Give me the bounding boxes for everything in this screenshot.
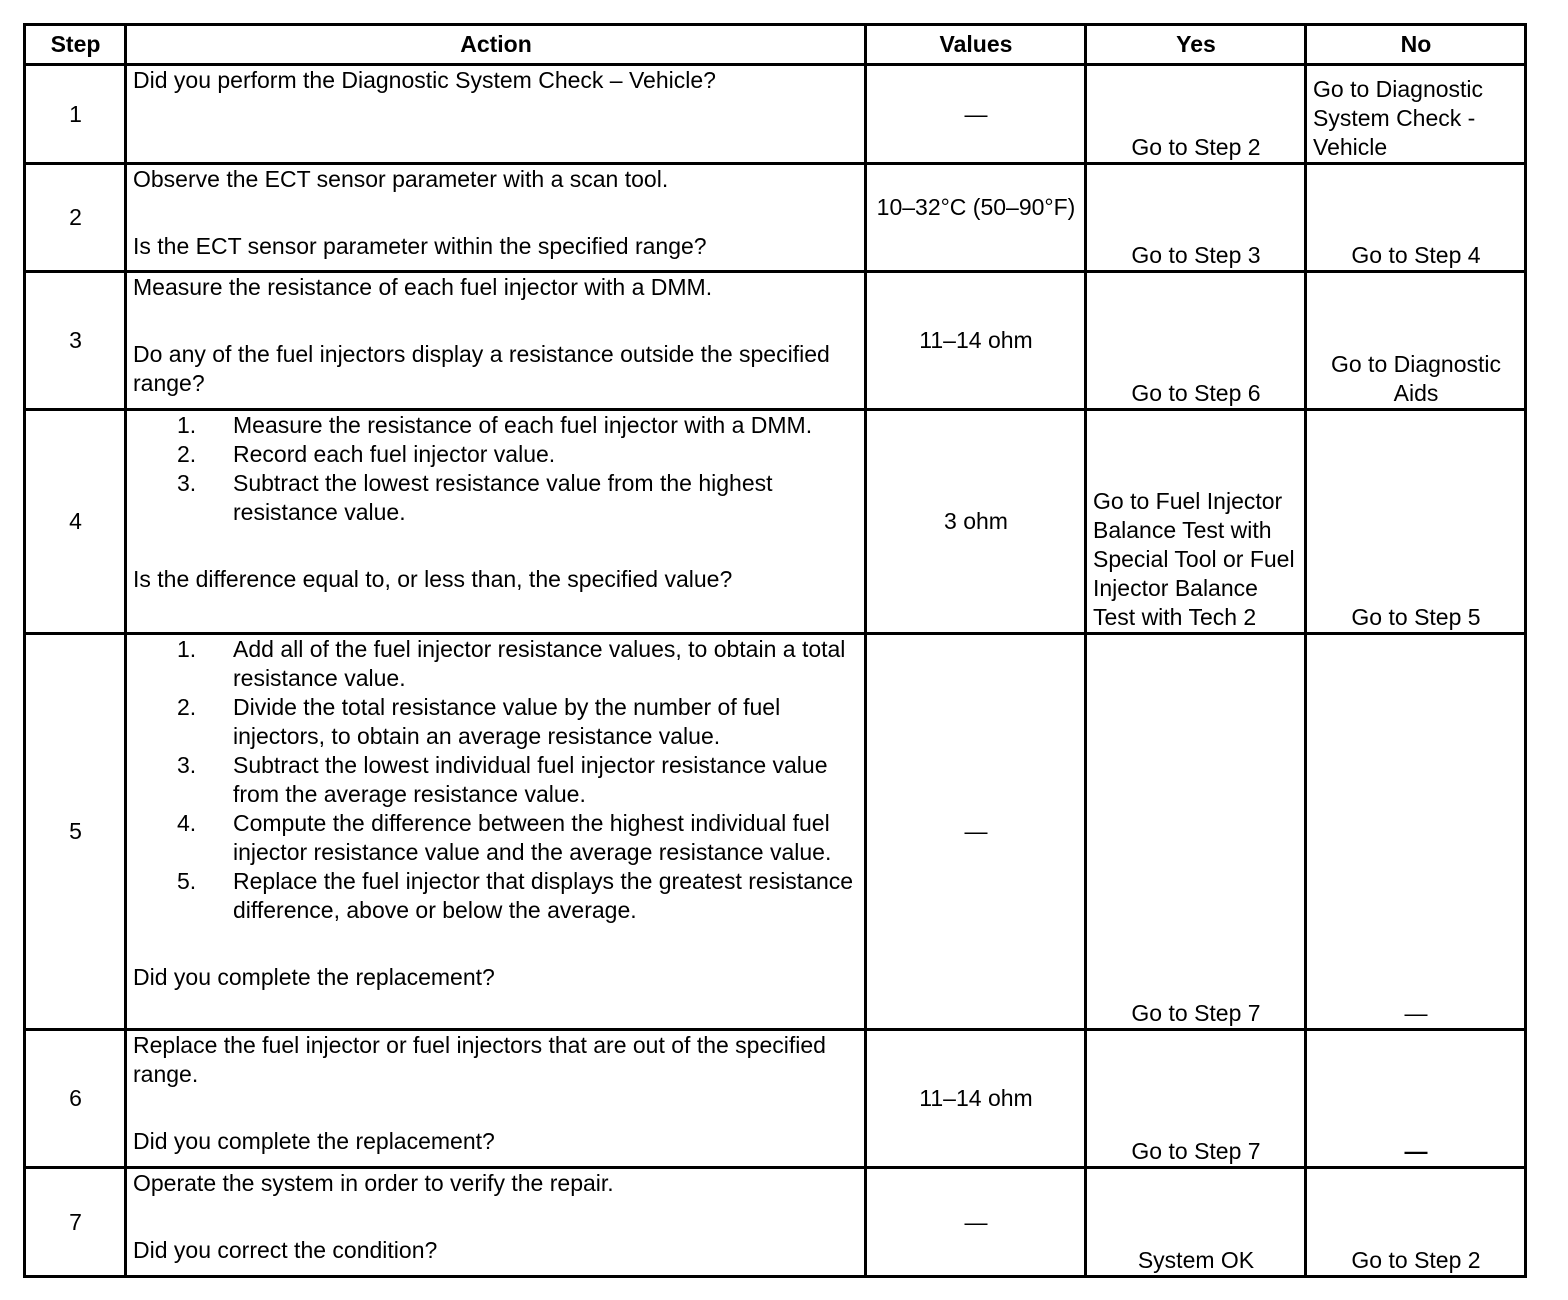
action-question: Do any of the fuel injectors display a resistance outside the specified range?	[133, 341, 830, 396]
header-step: Step	[25, 25, 126, 65]
action-cell	[126, 65, 866, 164]
list-number: 1.	[177, 412, 197, 438]
action-list	[133, 635, 859, 925]
action-cell	[126, 164, 866, 272]
yes-cell: Go to Step 2	[1086, 65, 1306, 164]
header-row	[25, 25, 1526, 65]
header-no: No	[1306, 25, 1526, 65]
action-question: Did you complete the replacement?	[133, 1128, 495, 1154]
list-text: Measure the resistance of each fuel injector with a DMM.	[233, 412, 813, 438]
action-text: Measure the resistance of each fuel injector with a DMM.	[133, 274, 713, 300]
list-text: Replace the fuel injector that displays the greatest resistance difference, above or below the average.	[233, 868, 854, 923]
no-cell: Go to Step 5	[1306, 410, 1526, 634]
no-cell: —	[1306, 1030, 1526, 1168]
yes-cell: Go to Step 7	[1086, 634, 1306, 1030]
list-item	[177, 440, 859, 469]
value-cell: —	[866, 1168, 1086, 1277]
header-yes: Yes	[1086, 25, 1306, 65]
list-number: 1.	[177, 636, 197, 662]
value-cell: 11–14 ohm	[866, 272, 1086, 410]
action-text: Replace the fuel injector or fuel injectors that are out of the specified range.	[133, 1032, 826, 1087]
value-cell: 3 ohm	[866, 410, 1086, 634]
list-text: Compute the difference between the highest individual fuel injector resistance value and the average resistance value.	[233, 810, 832, 865]
list-item	[177, 867, 859, 925]
list-text: Subtract the lowest individual fuel injector resistance value from the average resistance value.	[233, 752, 828, 807]
list-item	[177, 469, 859, 527]
step-number: 3	[25, 272, 126, 410]
yes-cell: Go to Step 3	[1086, 164, 1306, 272]
value-cell: 11–14 ohm	[866, 1030, 1086, 1168]
action-cell	[126, 1168, 866, 1277]
table-row	[25, 65, 1526, 164]
action-list	[133, 411, 859, 527]
list-text: Subtract the lowest resistance value from the highest resistance value.	[233, 470, 773, 525]
yes-cell: Go to Step 6	[1086, 272, 1306, 410]
action-cell	[126, 1030, 866, 1168]
value-cell: 10–32°C (50–90°F)	[866, 164, 1086, 272]
table-row	[25, 164, 1526, 272]
step-number: 6	[25, 1030, 126, 1168]
list-text: Divide the total resistance value by the number of fuel injectors, to obtain an average resistance value.	[233, 694, 781, 749]
action-text: Did you perform the Diagnostic System Check – Vehicle?	[133, 67, 716, 93]
table-row	[25, 1030, 1526, 1168]
no-cell: —	[1306, 634, 1526, 1030]
action-cell	[126, 272, 866, 410]
list-item	[177, 809, 859, 867]
table-row	[25, 634, 1526, 1030]
no-cell: Go to Step 4	[1306, 164, 1526, 272]
no-cell: Go to Step 2	[1306, 1168, 1526, 1277]
action-question: Is the difference equal to, or less than, the specified value?	[133, 566, 733, 592]
table-row	[25, 272, 1526, 410]
list-text: Record each fuel injector value.	[233, 441, 556, 467]
yes-cell: Go to Fuel Injector Balance Test with Special Tool or Fuel Injector Balance Test with Tech 2	[1086, 410, 1306, 634]
step-number: 2	[25, 164, 126, 272]
step-number: 1	[25, 65, 126, 164]
list-number: 3.	[177, 752, 197, 778]
list-item	[177, 751, 859, 809]
list-number: 2.	[177, 441, 197, 467]
no-cell: Go to Diagnostic System Check - Vehicle	[1306, 65, 1526, 164]
yes-cell: System OK	[1086, 1168, 1306, 1277]
list-number: 3.	[177, 470, 197, 496]
no-cell: Go to Diagnostic Aids	[1306, 272, 1526, 410]
value-cell: —	[866, 634, 1086, 1030]
list-number: 2.	[177, 694, 197, 720]
action-text: Observe the ECT sensor parameter with a scan tool.	[133, 166, 669, 192]
header-action: Action	[126, 25, 866, 65]
header-values: Values	[866, 25, 1086, 65]
action-question: Did you correct the condition?	[133, 1237, 438, 1263]
diagnostic-table	[23, 23, 1527, 1278]
action-question: Did you complete the replacement?	[133, 964, 495, 990]
step-number: 7	[25, 1168, 126, 1277]
list-item	[177, 693, 859, 751]
list-item	[177, 635, 859, 693]
list-number: 5.	[177, 868, 197, 894]
step-number: 5	[25, 634, 126, 1030]
list-number: 4.	[177, 810, 197, 836]
list-item	[177, 411, 859, 440]
table-row	[25, 410, 1526, 634]
table-row	[25, 1168, 1526, 1277]
list-text: Add all of the fuel injector resistance values, to obtain a total resistance value.	[233, 636, 846, 691]
step-number: 4	[25, 410, 126, 634]
action-cell	[126, 634, 866, 1030]
yes-cell: Go to Step 7	[1086, 1030, 1306, 1168]
action-cell	[126, 410, 866, 634]
action-text: Operate the system in order to verify the repair.	[133, 1170, 614, 1196]
value-cell: —	[866, 65, 1086, 164]
action-question: Is the ECT sensor parameter within the specified range?	[133, 233, 707, 259]
